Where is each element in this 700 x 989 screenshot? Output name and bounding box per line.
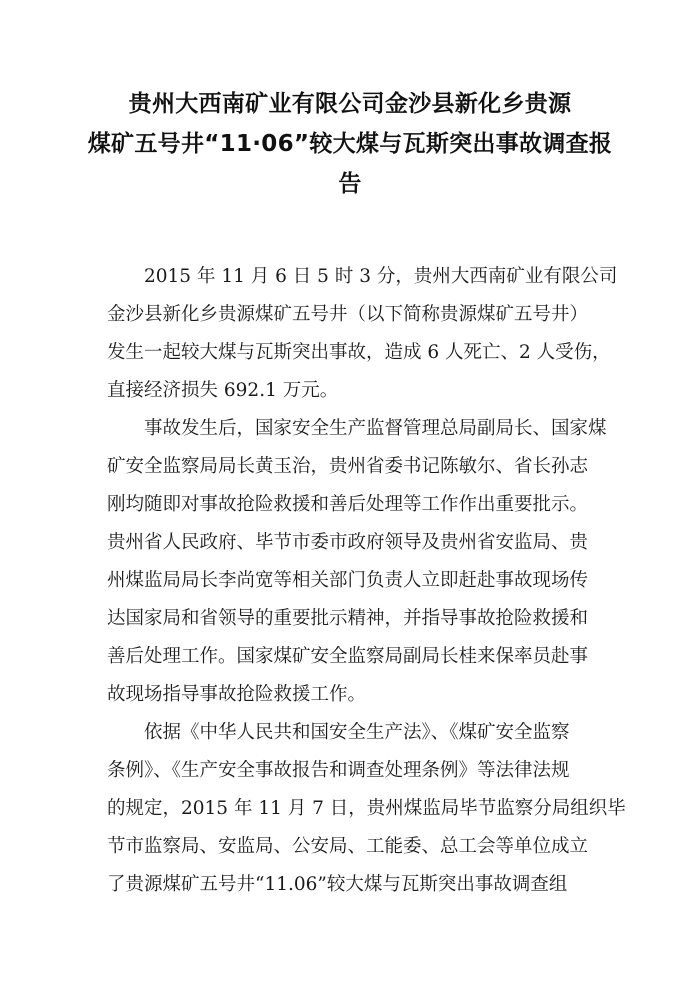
- body-line: 州煤监局局长李尚宽等相关部门负责人立即赶赴事故现场传: [107, 570, 589, 591]
- body-line: 条例》、《生产安全事故报告和调查处理条例》等法律法规: [107, 760, 570, 781]
- body-line: 依据《中华人民共和国安全生产法》、《煤矿安全监察: [144, 722, 570, 743]
- body-line: 发生一起较大煤与瓦斯突出事故，造成 6 人死亡、2 人受伤，: [107, 342, 611, 363]
- body-line: 了贵源煤矿五号井“11.06”较大煤与瓦斯突出事故调查组: [107, 874, 568, 895]
- body-line: 节市监察局、安监局、公安局、工能委、总工会等单位成立: [107, 836, 589, 857]
- body-line: 事故发生后，国家安全生产监督管理总局副局长、国家煤: [144, 418, 607, 439]
- body-line: 贵州省人民政府、毕节市委市政府领导及贵州省安监局、贵: [107, 532, 589, 553]
- body-line: 2015 年 11 月 6 日 5 时 3 分，贵州大西南矿业有限公司: [144, 266, 618, 287]
- document-title-line-2: 煤矿五号井“11·06”较大煤与瓦斯突出事故调查报: [87, 131, 613, 157]
- document-title-line-3: 告: [338, 171, 362, 197]
- body-line: 的规定，2015 年 11 月 7 日，贵州煤监局毕节监察分局组织毕: [107, 798, 626, 819]
- body-line: 金沙县新化乡贵源煤矿五号井（以下简称贵源煤矿五号井）: [107, 304, 589, 325]
- body-line: 善后处理工作。国家煤矿安全监察局副局长桂来保率员赴事: [107, 646, 589, 667]
- body-line: 故现场指导事故抢险救援工作。: [107, 684, 367, 705]
- body-line: 直接经济损失 692.1 万元。: [107, 380, 339, 401]
- document-title-line-1: 贵州大西南矿业有限公司金沙县新化乡贵源: [128, 91, 572, 117]
- body-line: 矿安全监察局局长黄玉治，贵州省委书记陈敏尔、省长孙志: [107, 456, 589, 477]
- body-line: 达国家局和省领导的重要批示精神，并指导事故抢险救援和: [107, 608, 589, 629]
- body-line: 刚均随即对事故抢险救援和善后处理等工作作出重要批示。: [107, 494, 589, 515]
